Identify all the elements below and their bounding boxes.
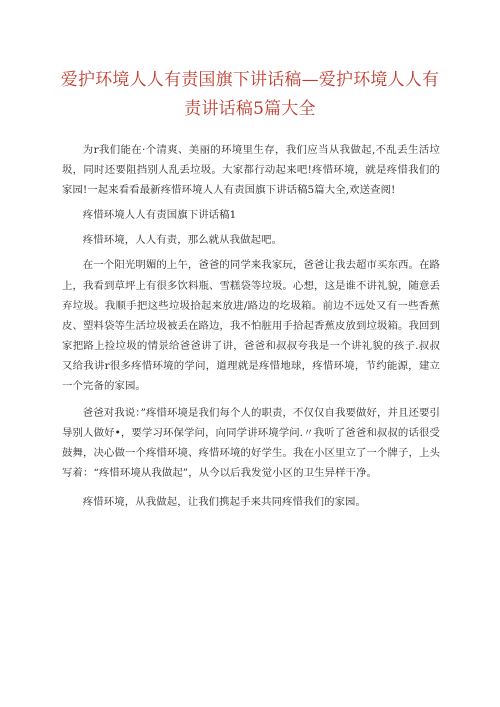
section-heading: 疼惜环境人人有责国旗下讲话稿1 <box>82 209 237 222</box>
body-paragraph: 爸爸对我说：”疼惜环境是我们每个人的职责，不仅仅自我要做好，并且还要引导别人做好•，要学习环保学问，向同学讲环境学问.〃我听了爸爸和叔叔的话很受鼓舞，决心做一个疼惜环境、疼惜环境的好学生。我在小区里立了一个牌子，上头写着：“疼惜环境从我做起”，从今以后我发觉小区的卫生异样干净。 <box>62 407 440 480</box>
document-body <box>62 140 440 512</box>
body-paragraph: 疼惜环境，人人有责，那么就从我做起吧。 <box>82 234 283 247</box>
document-title: 爱护环境人人有责国旗下讲话稿—爱护环境人人有责讲话稿5篇大全 <box>60 70 440 119</box>
intro-paragraph: 为r我们能在·个清爽、美丽的环境里生存，我们应当从我做起,不乱丢生活垃圾，同时还要阻挡别人乱丢垃圾。大家都行动起来吧!疼惜环境，就是疼惜我们的家园!一起来看看最新疼惜环境人人有责国旗下讲话稿5篇大全,欢送查阅! <box>62 144 440 197</box>
closing-paragraph: 疼惜环境，从我做起，让我们携起手来共同疼惜我们的家园。 <box>82 495 367 508</box>
body-paragraph: 在一个阳光明媚的上午，爸爸的同学来我家玩，爸爸让我去超市买东西。在路上，我看到草坪上有很多饮料瓶、雪糕袋等垃圾。心想，这是谁不讲礼貌，随意丢弃垃圾。我顺手把这些垃圾拾起来放进/路边的圪圾箱。前边不远处又有一些香蕉皮、塑料袋等生活垃圾被丢在路边，我不怕脏用手拾起香蕉皮放到垃圾箱。我回到家把路上捡垃圾的情景给爸爸讲了讲，爸爸和叔叔夸我是一个讲礼貌的孩子.叔叔又给我讲r很多疼惜环境的学问，道理就是疼惜地球，疼惜环境，节约能源，建立一个完备的家园。 <box>62 259 440 393</box>
